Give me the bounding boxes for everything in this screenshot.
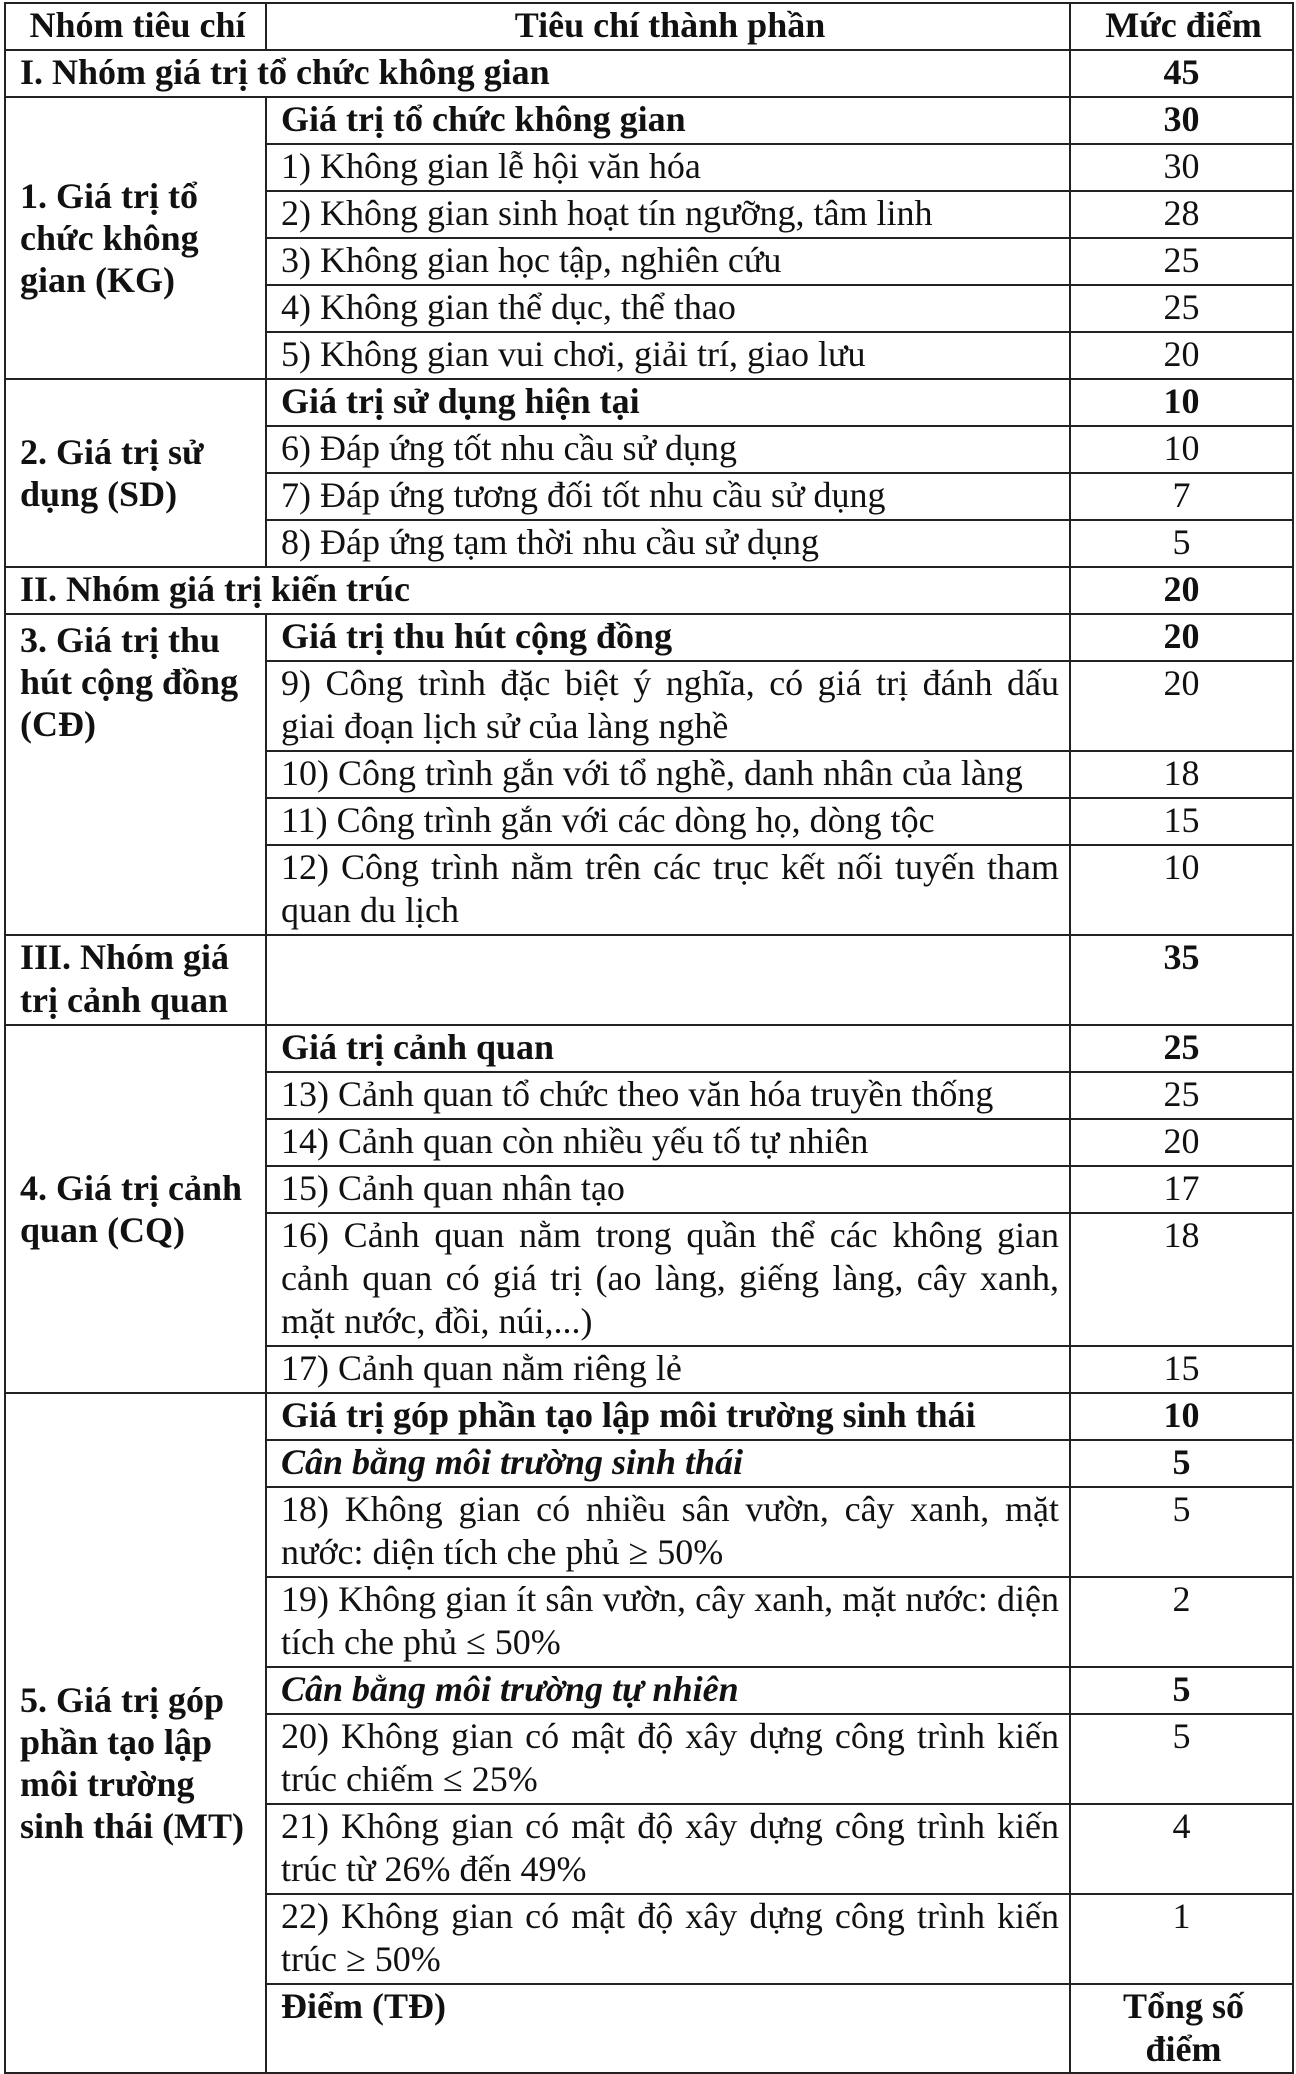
group-label: 3. Giá trị thu hút cộng đồng (CĐ) <box>5 614 266 935</box>
total-label: Điểm (TĐ) <box>266 1984 1070 2073</box>
subgroup-score: 20 <box>1070 614 1293 661</box>
criterion-score: 15 <box>1070 798 1293 845</box>
subgroup-title: Giá trị thu hút cộng đồng <box>266 614 1070 661</box>
criterion-text: 16) Cảnh quan nằm trong quần thể các không gian cảnh quan có giá trị (ao làng, giếng làng, cây xanh, mặt nước, đồi, núi,...) <box>266 1213 1070 1346</box>
criterion-text: 22) Không gian có mật độ xây dựng công trình kiến trúc ≥ 50% <box>266 1894 1070 1984</box>
criteria-table <box>4 2 1294 2074</box>
criterion-text: 2) Không gian sinh hoạt tín ngưỡng, tâm linh <box>266 191 1070 238</box>
group-label: 1. Giá trị tổ chức không gian (KG) <box>5 97 266 379</box>
criterion-score: 25 <box>1070 285 1293 332</box>
header-score: Mức điểm <box>1070 3 1293 50</box>
group-label: 5. Giá trị góp phần tạo lập môi trường sinh thái (MT) <box>5 1393 266 2073</box>
criterion-text: 17) Cảnh quan nằm riêng lẻ <box>266 1346 1070 1393</box>
subgroup-score: 10 <box>1070 379 1293 426</box>
section-score: 45 <box>1070 50 1293 97</box>
subgroup-title: Giá trị tổ chức không gian <box>266 97 1070 144</box>
criterion-score: 20 <box>1070 661 1293 751</box>
subgroup-score: 30 <box>1070 97 1293 144</box>
subgroup-title-italic: Cân bằng môi trường sinh thái <box>266 1440 1070 1487</box>
header-row <box>5 3 1293 50</box>
table-row <box>5 1393 1293 1440</box>
subgroup-score: 10 <box>1070 1393 1293 1440</box>
criterion-text: 19) Không gian ít sân vườn, cây xanh, mặt nước: diện tích che phủ ≤ 50% <box>266 1577 1070 1667</box>
criterion-score: 5 <box>1070 1487 1293 1577</box>
header-group-criteria: Nhóm tiêu chí <box>5 3 266 50</box>
criterion-score: 25 <box>1070 1072 1293 1119</box>
section-score: 20 <box>1070 567 1293 614</box>
total-title: Tổng số điểm <box>1070 1984 1293 2073</box>
subgroup-title: Giá trị cảnh quan <box>266 1025 1070 1072</box>
table-row <box>5 1025 1293 1072</box>
section-title: I. Nhóm giá trị tổ chức không gian <box>5 50 1070 97</box>
table-row <box>5 614 1293 661</box>
criterion-score: 18 <box>1070 751 1293 798</box>
criterion-score: 7 <box>1070 473 1293 520</box>
criterion-score: 15 <box>1070 1346 1293 1393</box>
criterion-score: 30 <box>1070 144 1293 191</box>
criterion-text: 15) Cảnh quan nhân tạo <box>266 1166 1070 1213</box>
criterion-text: 10) Công trình gắn với tổ nghề, danh nhân của làng <box>266 751 1070 798</box>
table-row <box>5 379 1293 426</box>
empty-cell <box>266 935 1070 1025</box>
criterion-score: 5 <box>1070 520 1293 567</box>
group-label: 4. Giá trị cảnh quan (CQ) <box>5 1025 266 1393</box>
section-row <box>5 935 1293 1025</box>
criterion-text: 3) Không gian học tập, nghiên cứu <box>266 238 1070 285</box>
criterion-text: 11) Công trình gắn với các dòng họ, dòng tộc <box>266 798 1070 845</box>
subgroup-title-italic: Cân bằng môi trường tự nhiên <box>266 1667 1070 1714</box>
criterion-text: 4) Không gian thể dục, thể thao <box>266 285 1070 332</box>
criterion-text: 18) Không gian có nhiều sân vườn, cây xanh, mặt nước: diện tích che phủ ≥ 50% <box>266 1487 1070 1577</box>
subgroup-title: Giá trị sử dụng hiện tại <box>266 379 1070 426</box>
criterion-score: 20 <box>1070 332 1293 379</box>
criterion-score: 2 <box>1070 1577 1293 1667</box>
criterion-text: 14) Cảnh quan còn nhiều yếu tố tự nhiên <box>266 1119 1070 1166</box>
criterion-score: 10 <box>1070 845 1293 935</box>
subgroup-score: 5 <box>1070 1667 1293 1714</box>
criterion-text: 1) Không gian lễ hội văn hóa <box>266 144 1070 191</box>
subgroup-title: Giá trị góp phần tạo lập môi trường sinh thái <box>266 1393 1070 1440</box>
criterion-score: 10 <box>1070 426 1293 473</box>
section-row <box>5 567 1293 614</box>
criterion-score: 25 <box>1070 238 1293 285</box>
section-row <box>5 50 1293 97</box>
section-title: II. Nhóm giá trị kiến trúc <box>5 567 1070 614</box>
criterion-score: 20 <box>1070 1119 1293 1166</box>
table-row <box>5 97 1293 144</box>
header-component-criteria: Tiêu chí thành phần <box>266 3 1070 50</box>
criterion-text: 12) Công trình nằm trên các trục kết nối tuyến tham quan du lịch <box>266 845 1070 935</box>
criterion-score: 4 <box>1070 1804 1293 1894</box>
criterion-text: 7) Đáp ứng tương đối tốt nhu cầu sử dụng <box>266 473 1070 520</box>
section-title: III. Nhóm giá trị cảnh quan <box>5 935 266 1025</box>
criterion-score: 18 <box>1070 1213 1293 1346</box>
criterion-text: 13) Cảnh quan tổ chức theo văn hóa truyền thống <box>266 1072 1070 1119</box>
criterion-text: 5) Không gian vui chơi, giải trí, giao lưu <box>266 332 1070 379</box>
criterion-score: 28 <box>1070 191 1293 238</box>
criterion-text: 8) Đáp ứng tạm thời nhu cầu sử dụng <box>266 520 1070 567</box>
criterion-text: 9) Công trình đặc biệt ý nghĩa, có giá trị đánh dấu giai đoạn lịch sử của làng nghề <box>266 661 1070 751</box>
subgroup-score: 25 <box>1070 1025 1293 1072</box>
criterion-text: 6) Đáp ứng tốt nhu cầu sử dụng <box>266 426 1070 473</box>
criterion-text: 20) Không gian có mật độ xây dựng công trình kiến trúc chiếm ≤ 25% <box>266 1714 1070 1804</box>
criterion-score: 1 <box>1070 1894 1293 1984</box>
criterion-text: 21) Không gian có mật độ xây dựng công trình kiến trúc từ 26% đến 49% <box>266 1804 1070 1894</box>
criterion-score: 17 <box>1070 1166 1293 1213</box>
group-label: 2. Giá trị sử dụng (SD) <box>5 379 266 567</box>
section-score: 35 <box>1070 935 1293 1025</box>
criterion-score: 5 <box>1070 1714 1293 1804</box>
subgroup-score: 5 <box>1070 1440 1293 1487</box>
